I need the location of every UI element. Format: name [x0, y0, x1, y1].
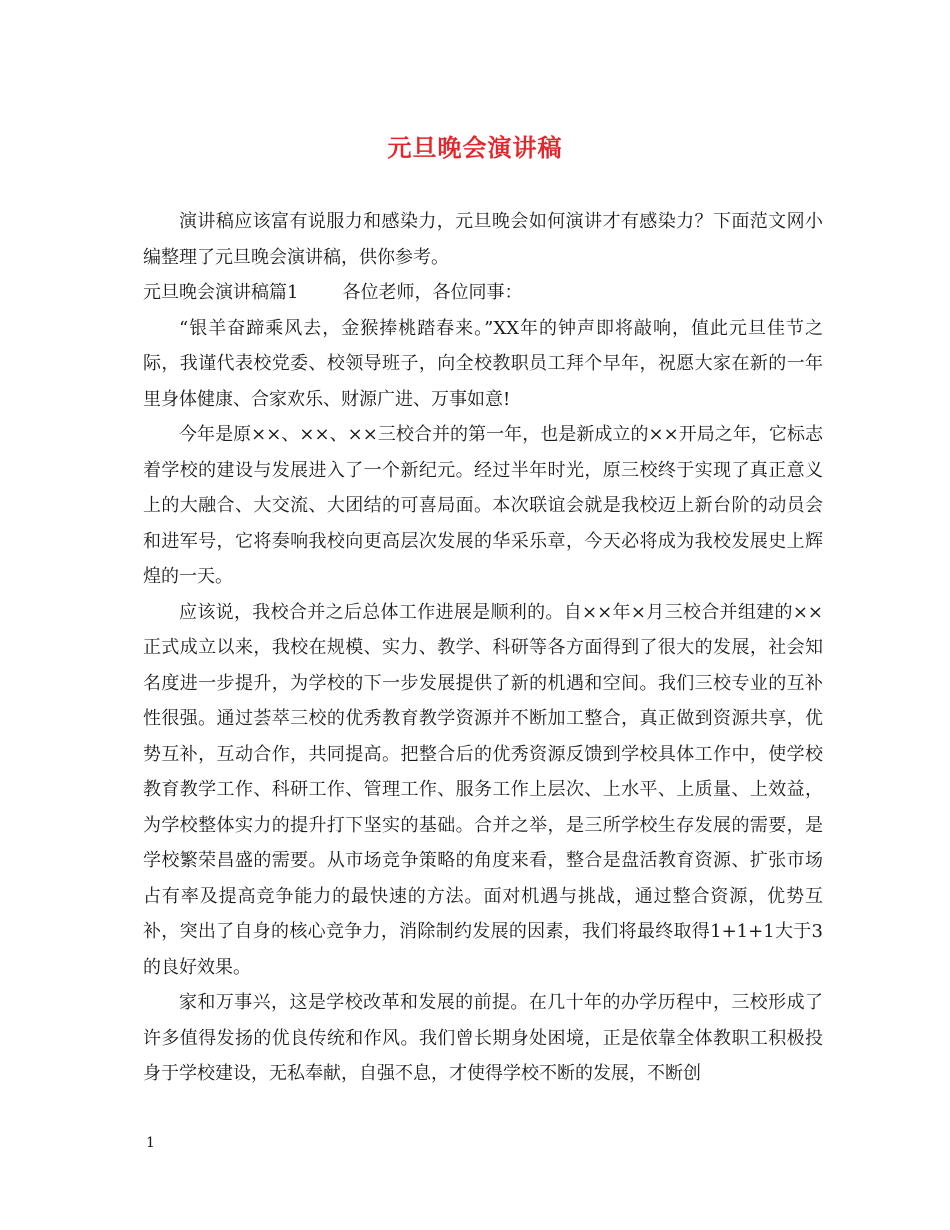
document-body — [143, 204, 823, 1092]
salutation: 各位老师，各位同事： — [342, 282, 523, 303]
intro-paragraph: 演讲稿应该富有说服力和感染力，元旦晚会如何演讲才有感染力？下面范文网小编整理了元旦晚会演讲稿，供你参考。 — [143, 211, 823, 268]
body-paragraph: 家和万事兴，这是学校改革和发展的前提。在几十年的办学历程中，三校形成了许多值得发扬的优良传统和作风。我们曾长期身处困境，正是依靠全体教职工积极投身于学校建设，无私奉献，自强不息，才使得学校不断的发展，不断创 — [143, 992, 823, 1084]
page-number: 1 — [146, 1135, 155, 1151]
section-heading-line — [143, 275, 823, 311]
document-title: 元旦晚会演讲稿 — [387, 133, 563, 162]
body-paragraph: 应该说，我校合并之后总体工作进展是顺利的。自××年×月三校合并组建的××正式成立以来，我校在规模、实力、教学、科研等各方面得到了很大的发展，社会知名度进一步提升，为学校的下一步发展提供了新的机遇和空间。我们三校专业的互补性很强。通过荟萃三校的优秀教育教学资源并不断加工整合，真正做到资源共享，优势互补，互动合作，共同提高。把整合后的优秀资源反馈到学校具体工作中，使学校教育教学工作、科研工作、管理工作、服务工作上层次、上水平、上质量、上效益，为学校整体实力的提升打下坚实的基础。合并之举，是三所学校生存发展的需要，是学校繁荣昌盛的需要。从市场竞争策略的角度来看，整合是盘活教育资源、扩张市场占有率及提高竞争能力的最快速的方法。面对机遇与挑战，通过整合资源，优势互补，突出了自身的核心竞争力，消除制约发展的因素，我们将最终取得1+1+1大于3的良好效果。 — [143, 601, 823, 978]
body-paragraph: “银羊奋蹄乘风去，金猴捧桃踏春来。”XX年的钟声即将敲响，值此元旦佳节之际，我谨代表校党委、校领导班子，向全校教职员工拜个早年，祝愿大家在新的一年里身体健康、合家欢乐、财源广进、万事如意! — [143, 317, 823, 410]
section-heading: 元旦晚会演讲稿篇1 — [143, 282, 299, 303]
body-paragraph: 今年是原××、××、××三校合并的第一年，也是新成立的××开局之年，它标志着学校的建设与发展进入了一个新纪元。经过半年时光，原三校终于实现了真正意义上的大融合、大交流、大团结的可喜局面。本次联谊会就是我校迈上新台阶的动员会和进军号，它将奏响我校向更高层次发展的华采乐章，今天必将成为我校发展史上辉煌的一天。 — [143, 424, 823, 587]
